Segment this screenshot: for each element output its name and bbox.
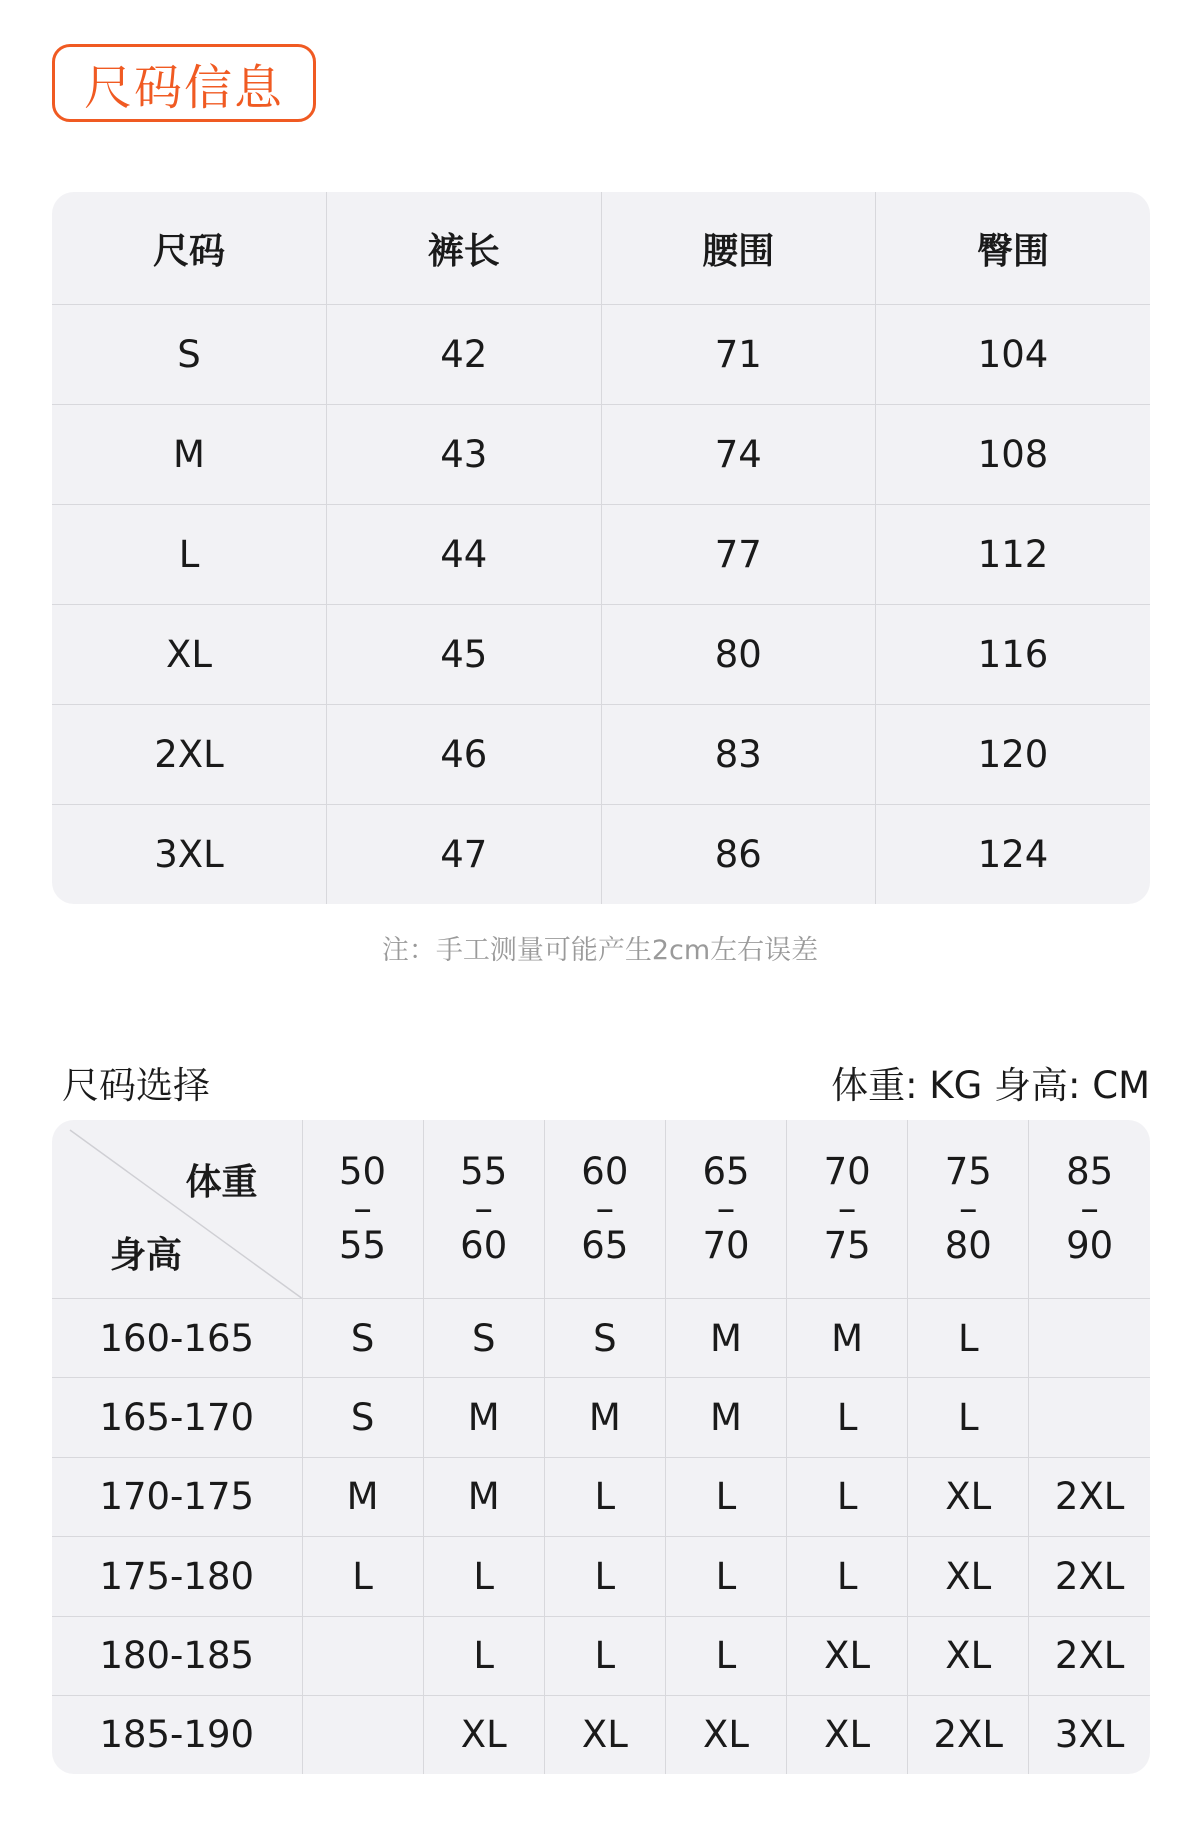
weight-range-header: 55 – 60 (423, 1120, 544, 1299)
size-cell: M (423, 1457, 544, 1536)
table-cell: 124 (876, 805, 1151, 904)
height-range-cell: 160-165 (52, 1299, 302, 1378)
table-row (52, 405, 1150, 505)
table-row (52, 1616, 1150, 1695)
size-cell: M (665, 1299, 786, 1378)
table-cell: 77 (601, 505, 876, 605)
weight-range-header: 65 – 70 (665, 1120, 786, 1299)
size-cell: L (787, 1457, 908, 1536)
size-cell: S (302, 1299, 423, 1378)
table-cell: 2XL (52, 705, 327, 805)
size-info-table (52, 192, 1150, 904)
header-length: 裤长 (327, 192, 602, 305)
height-range-cell: 170-175 (52, 1457, 302, 1536)
table-cell: XL (52, 605, 327, 705)
table-cell: 86 (601, 805, 876, 904)
size-cell: L (544, 1457, 665, 1536)
units-label: 体重: KG 身高: CM (831, 1064, 1150, 1107)
size-cell: M (544, 1378, 665, 1457)
table-row (52, 1378, 1150, 1457)
table-cell: L (52, 505, 327, 605)
weight-range-header: 75 – 80 (908, 1120, 1029, 1299)
table-row (52, 605, 1150, 705)
header-waist: 腰围 (601, 192, 876, 305)
size-cell: XL (423, 1695, 544, 1774)
table-header-row (52, 1120, 1150, 1299)
table-cell: 42 (327, 305, 602, 405)
table-row (52, 705, 1150, 805)
size-cell: L (787, 1537, 908, 1616)
measurement-note: 注：手工测量可能产生2cm左右误差 (381, 935, 819, 966)
table-cell: 45 (327, 605, 602, 705)
weight-range-header: 60 – 65 (544, 1120, 665, 1299)
size-cell: M (423, 1378, 544, 1457)
size-cell: 2XL (1029, 1457, 1150, 1536)
table-row (52, 1695, 1150, 1774)
table-row (52, 805, 1150, 904)
table-row (52, 1537, 1150, 1616)
section-title-size-info: 尺码信息 (52, 44, 316, 122)
size-cell: XL (908, 1457, 1029, 1536)
height-range-cell: 175-180 (52, 1537, 302, 1616)
size-cell: L (423, 1537, 544, 1616)
table-header-row (52, 192, 1150, 305)
size-cell: L (665, 1457, 786, 1536)
size-selection-table (52, 1120, 1150, 1774)
size-cell: XL (787, 1695, 908, 1774)
size-cell: 2XL (908, 1695, 1029, 1774)
size-cell: XL (908, 1537, 1029, 1616)
table-cell: 43 (327, 405, 602, 505)
corner-height-label: 身高 (110, 1235, 183, 1276)
size-cell: S (423, 1299, 544, 1378)
table-cell: 112 (876, 505, 1151, 605)
size-cell: S (544, 1299, 665, 1378)
size-cell: L (665, 1537, 786, 1616)
size-cell: L (665, 1616, 786, 1695)
table-cell: 83 (601, 705, 876, 805)
size-cell (1029, 1378, 1150, 1457)
size-cell: M (302, 1457, 423, 1536)
size-cell: S (302, 1378, 423, 1457)
height-range-cell: 185-190 (52, 1695, 302, 1774)
table-cell: S (52, 305, 327, 405)
table-cell: 80 (601, 605, 876, 705)
table-cell: 108 (876, 405, 1151, 505)
table-cell: M (52, 405, 327, 505)
table-cell: 44 (327, 505, 602, 605)
table-cell: 120 (876, 705, 1151, 805)
table-row (52, 1457, 1150, 1536)
table-row (52, 505, 1150, 605)
weight-range-header: 85 – 90 (1029, 1120, 1150, 1299)
size-cell: L (423, 1616, 544, 1695)
size-cell: M (787, 1299, 908, 1378)
size-selection-title: 尺码选择 (62, 1064, 210, 1107)
corner-header-cell (52, 1120, 302, 1299)
header-hip: 臀围 (876, 192, 1151, 305)
size-cell (1029, 1299, 1150, 1378)
header-size: 尺码 (152, 230, 225, 272)
size-cell (302, 1616, 423, 1695)
table-row (52, 1299, 1150, 1378)
weight-range-header: 70 – 75 (787, 1120, 908, 1299)
size-cell: L (908, 1378, 1029, 1457)
height-range-cell: 165-170 (52, 1378, 302, 1457)
size-cell: XL (544, 1695, 665, 1774)
height-range-cell: 180-185 (52, 1616, 302, 1695)
table-cell: 74 (601, 405, 876, 505)
size-cell: L (302, 1537, 423, 1616)
size-cell: XL (908, 1616, 1029, 1695)
size-cell: L (787, 1378, 908, 1457)
size-cell: XL (787, 1616, 908, 1695)
size-cell: M (665, 1378, 786, 1457)
table-cell: 3XL (52, 805, 327, 904)
table-cell: 116 (876, 605, 1151, 705)
table-cell: 71 (601, 305, 876, 405)
size-cell: L (544, 1537, 665, 1616)
table-cell: 47 (327, 805, 602, 904)
size-cell: 2XL (1029, 1537, 1150, 1616)
size-cell: XL (665, 1695, 786, 1774)
size-cell: 3XL (1029, 1695, 1150, 1774)
size-cell (302, 1695, 423, 1774)
size-cell: L (908, 1299, 1029, 1378)
table-cell: 46 (327, 705, 602, 805)
corner-weight-label: 体重 (185, 1162, 258, 1203)
size-cell: 2XL (1029, 1616, 1150, 1695)
weight-range-header: 50 – 55 (302, 1120, 423, 1299)
table-row (52, 305, 1150, 405)
table-cell: 104 (876, 305, 1151, 405)
size-cell: L (544, 1616, 665, 1695)
